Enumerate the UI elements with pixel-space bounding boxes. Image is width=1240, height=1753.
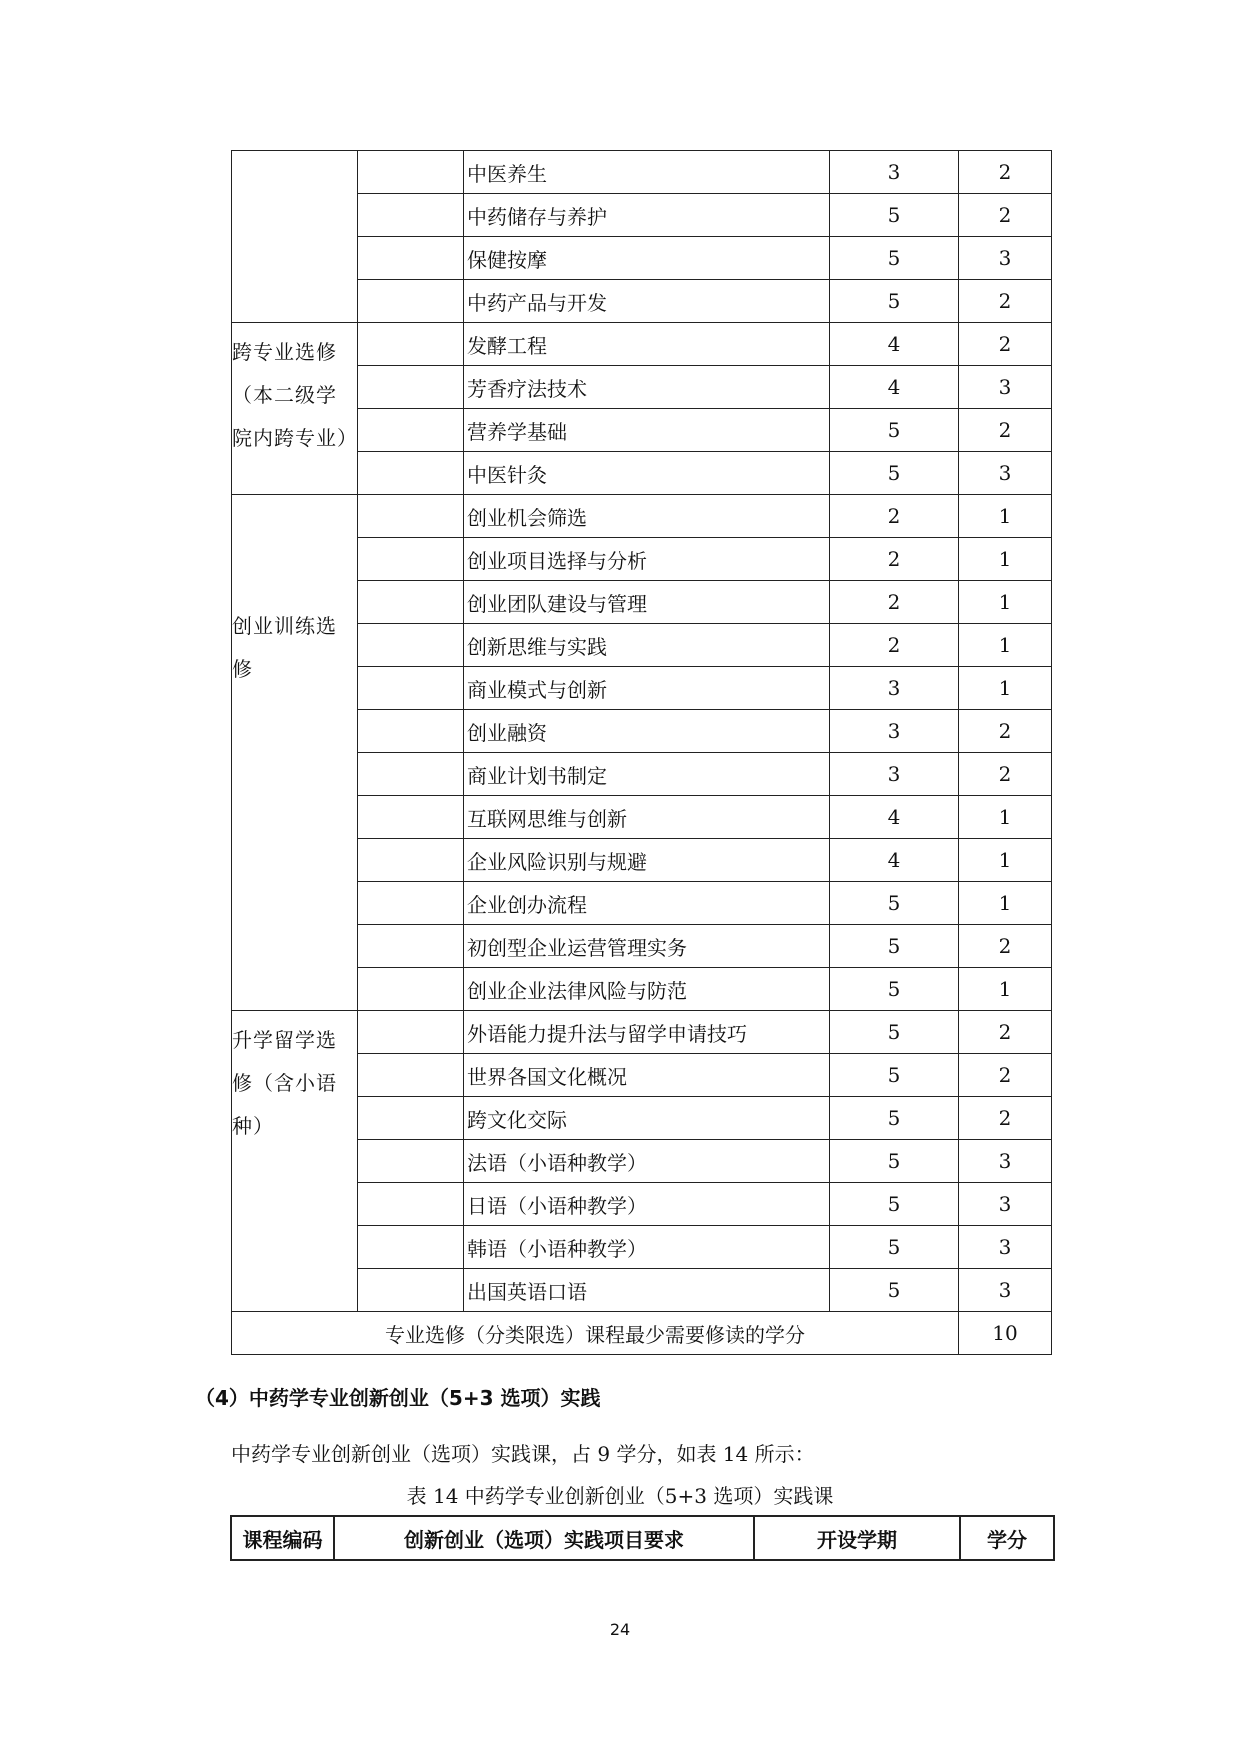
semester-cell: 5 [830, 1226, 959, 1269]
category-cell: 创业训练选修 [232, 495, 358, 1011]
empty-cell [358, 452, 464, 495]
course-name-cell: 创业机会筛选 [464, 495, 830, 538]
course-name-cell: 中药产品与开发 [464, 280, 830, 323]
course-name-cell: 芳香疗法技术 [464, 366, 830, 409]
course-name-cell: 中医养生 [464, 151, 830, 194]
semester-cell: 4 [830, 366, 959, 409]
credit-cell: 2 [959, 280, 1052, 323]
semester-cell: 2 [830, 538, 959, 581]
semester-cell: 5 [830, 409, 959, 452]
intro-paragraph: 中药学专业创新创业（选项）实践课，占 9 学分，如表 14 所示： [231, 1442, 815, 1466]
course-name-cell: 营养学基础 [464, 409, 830, 452]
credit-cell: 1 [959, 624, 1052, 667]
course-name-cell: 初创型企业运营管理实务 [464, 925, 830, 968]
credit-cell: 3 [959, 1226, 1052, 1269]
empty-cell [358, 1011, 464, 1054]
course-name-cell: 商业模式与创新 [464, 667, 830, 710]
semester-cell: 3 [830, 667, 959, 710]
empty-cell [358, 667, 464, 710]
course-name-cell: 日语（小语种教学） [464, 1183, 830, 1226]
course-name-cell: 保健按摩 [464, 237, 830, 280]
course-name-cell: 创业企业法律风险与防范 [464, 968, 830, 1011]
summary-value: 10 [959, 1312, 1052, 1355]
semester-cell: 5 [830, 1097, 959, 1140]
credit-cell: 3 [959, 237, 1052, 280]
empty-cell [358, 581, 464, 624]
credit-cell: 1 [959, 882, 1052, 925]
semester-cell: 5 [830, 1140, 959, 1183]
credit-cell: 2 [959, 1011, 1052, 1054]
credit-cell: 2 [959, 151, 1052, 194]
empty-cell [358, 194, 464, 237]
semester-cell: 5 [830, 1269, 959, 1312]
table-row [232, 1011, 1052, 1054]
semester-cell: 3 [830, 151, 959, 194]
credit-cell: 1 [959, 538, 1052, 581]
semester-cell: 5 [830, 968, 959, 1011]
header-credit: 学分 [960, 1516, 1054, 1560]
header-course-code: 课程编码 [231, 1516, 334, 1560]
semester-cell: 4 [830, 796, 959, 839]
semester-cell: 4 [830, 323, 959, 366]
table-caption: 表 14 中药学专业创新创业（5+3 选项）实践课 [406, 1484, 834, 1508]
table-row [232, 495, 1052, 538]
empty-cell [358, 151, 464, 194]
table-row [232, 323, 1052, 366]
table-row [232, 151, 1052, 194]
summary-row [232, 1312, 1052, 1355]
semester-cell: 5 [830, 1183, 959, 1226]
empty-cell [358, 323, 464, 366]
course-name-cell: 商业计划书制定 [464, 753, 830, 796]
course-name-cell: 互联网思维与创新 [464, 796, 830, 839]
course-name-cell: 中药储存与养护 [464, 194, 830, 237]
empty-cell [358, 237, 464, 280]
category-cell: 升学留学选修（含小语种） [232, 1011, 358, 1312]
semester-cell: 5 [830, 882, 959, 925]
credit-cell: 2 [959, 194, 1052, 237]
credit-cell: 3 [959, 1269, 1052, 1312]
semester-cell: 5 [830, 452, 959, 495]
semester-cell: 5 [830, 925, 959, 968]
course-name-cell: 创业团队建设与管理 [464, 581, 830, 624]
empty-cell [358, 366, 464, 409]
credit-cell: 2 [959, 925, 1052, 968]
course-name-cell: 出国英语口语 [464, 1269, 830, 1312]
table-header-row [231, 1516, 1054, 1560]
empty-cell [358, 280, 464, 323]
semester-cell: 5 [830, 237, 959, 280]
empty-cell [358, 1054, 464, 1097]
credit-cell: 1 [959, 667, 1052, 710]
course-name-cell: 世界各国文化概况 [464, 1054, 830, 1097]
empty-cell [358, 538, 464, 581]
course-name-cell: 企业风险识别与规避 [464, 839, 830, 882]
credit-cell: 2 [959, 1054, 1052, 1097]
empty-cell [358, 796, 464, 839]
empty-cell [358, 1097, 464, 1140]
course-name-cell: 跨文化交际 [464, 1097, 830, 1140]
course-name-cell: 创业项目选择与分析 [464, 538, 830, 581]
empty-cell [358, 409, 464, 452]
empty-cell [358, 1140, 464, 1183]
credit-cell: 1 [959, 968, 1052, 1011]
credit-cell: 2 [959, 323, 1052, 366]
semester-cell: 5 [830, 194, 959, 237]
semester-cell: 3 [830, 753, 959, 796]
semester-cell: 5 [830, 280, 959, 323]
header-semester: 开设学期 [754, 1516, 960, 1560]
empty-cell [358, 1226, 464, 1269]
credit-cell: 3 [959, 366, 1052, 409]
course-name-cell: 中医针灸 [464, 452, 830, 495]
section-heading: （4）中药学专业创新创业（5+3 选项）实践 [195, 1386, 601, 1410]
empty-cell [358, 624, 464, 667]
empty-cell [358, 1183, 464, 1226]
course-name-cell: 外语能力提升法与留学申请技巧 [464, 1011, 830, 1054]
empty-cell [358, 925, 464, 968]
header-project-requirement: 创新创业（选项）实践项目要求 [334, 1516, 754, 1560]
credit-cell: 1 [959, 581, 1052, 624]
empty-cell [358, 968, 464, 1011]
practice-course-table [230, 1515, 1055, 1561]
semester-cell: 3 [830, 710, 959, 753]
credit-cell: 2 [959, 1097, 1052, 1140]
credit-cell: 3 [959, 1140, 1052, 1183]
credit-cell: 1 [959, 796, 1052, 839]
semester-cell: 2 [830, 624, 959, 667]
empty-cell [358, 710, 464, 753]
course-name-cell: 创新思维与实践 [464, 624, 830, 667]
course-name-cell: 企业创办流程 [464, 882, 830, 925]
elective-course-table [231, 150, 1052, 1355]
credit-cell: 3 [959, 1183, 1052, 1226]
group-cell-continued [232, 151, 358, 323]
course-name-cell: 法语（小语种教学） [464, 1140, 830, 1183]
empty-cell [358, 1269, 464, 1312]
credit-cell: 2 [959, 710, 1052, 753]
empty-cell [358, 882, 464, 925]
category-cell: 跨专业选修（本二级学院内跨专业） [232, 323, 358, 495]
course-name-cell: 发酵工程 [464, 323, 830, 366]
credit-cell: 1 [959, 839, 1052, 882]
semester-cell: 4 [830, 839, 959, 882]
empty-cell [358, 495, 464, 538]
credit-cell: 3 [959, 452, 1052, 495]
semester-cell: 2 [830, 495, 959, 538]
empty-cell [358, 753, 464, 796]
credit-cell: 1 [959, 495, 1052, 538]
course-name-cell: 韩语（小语种教学） [464, 1226, 830, 1269]
semester-cell: 5 [830, 1011, 959, 1054]
semester-cell: 5 [830, 1054, 959, 1097]
credit-cell: 2 [959, 753, 1052, 796]
empty-cell [358, 839, 464, 882]
page-number: 24 [609, 1620, 631, 1639]
semester-cell: 2 [830, 581, 959, 624]
summary-label: 专业选修（分类限选）课程最少需要修读的学分 [232, 1312, 959, 1355]
credit-cell: 2 [959, 409, 1052, 452]
course-name-cell: 创业融资 [464, 710, 830, 753]
